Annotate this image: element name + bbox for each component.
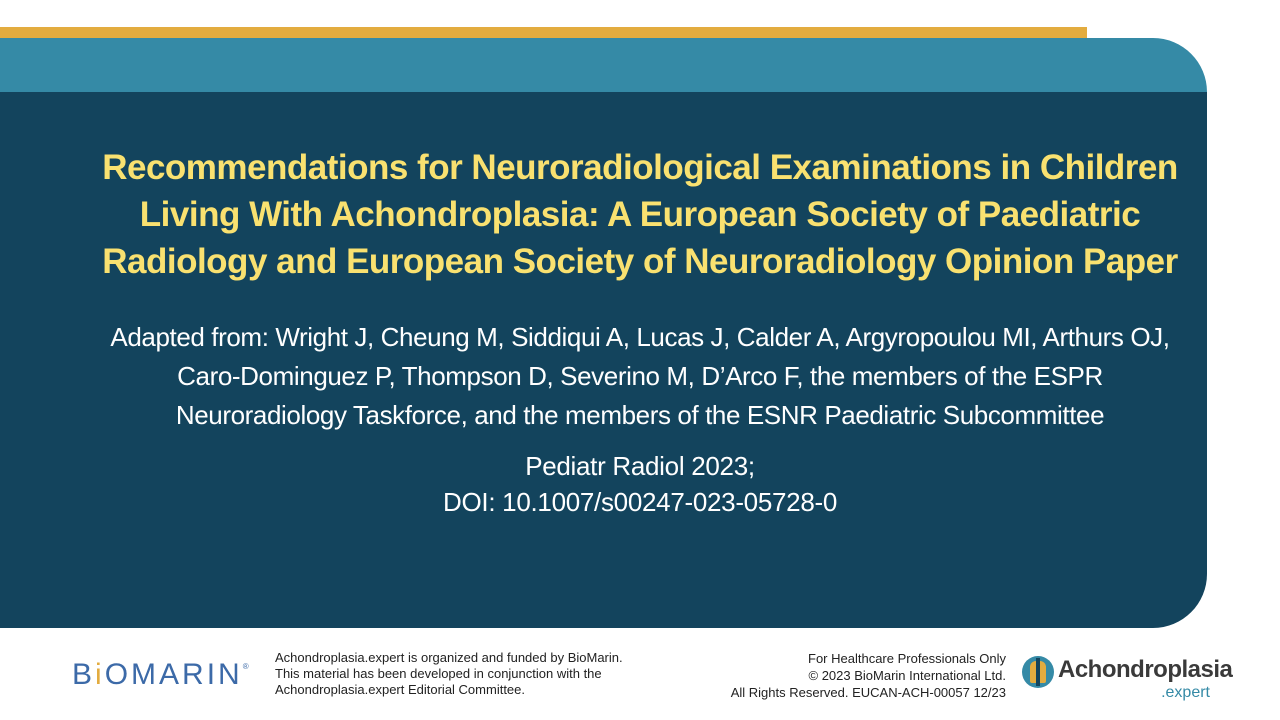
author-line: Adapted from: Wright J, Cheung M, Siddiqui A, Lucas J, Calder A, Argyropoulou MI, Arthurs OJ, bbox=[110, 322, 1170, 352]
logo-name: Achondroplasia bbox=[1058, 656, 1233, 683]
funding-line: Achondroplasia.expert Editorial Committee. bbox=[275, 682, 526, 697]
doi: DOI: 10.1007/s00247-023-05728-0 bbox=[443, 487, 837, 517]
biomarin-logo: BiOMARIN® bbox=[72, 658, 249, 691]
achondroplasia-expert-logo bbox=[1022, 656, 1233, 706]
journal-reference: Pediatr Radiol 2023; bbox=[525, 451, 755, 481]
achondroplasia-figure-icon bbox=[1022, 656, 1054, 688]
footer bbox=[0, 628, 1280, 720]
citation bbox=[60, 448, 1220, 520]
funding-disclosure bbox=[275, 650, 675, 698]
header-band bbox=[0, 38, 1207, 92]
title-line: Radiology and European Society of Neuroradiology Opinion Paper bbox=[102, 242, 1178, 281]
logo-suffix: .expert bbox=[1161, 684, 1210, 701]
reference-code-line: All Rights Reserved. EUCAN-ACH-00057 12/23 bbox=[730, 685, 1006, 700]
title-line: Living With Achondroplasia: A European Society of Paediatric bbox=[139, 195, 1141, 234]
author-list bbox=[60, 318, 1220, 435]
slide-title bbox=[60, 144, 1220, 285]
legal-notice bbox=[640, 650, 1006, 701]
author-line: Caro-Dominguez P, Thompson D, Severino M, D’Arco F, the members of the ESPR bbox=[177, 361, 1103, 391]
funding-line: Achondroplasia.expert is organized and funded by BioMarin. bbox=[275, 650, 623, 665]
top-accent-bar bbox=[0, 27, 1087, 38]
copyright-line: © 2023 BioMarin International Ltd. bbox=[808, 668, 1006, 683]
title-line: Recommendations for Neuroradiological Examinations in Children bbox=[102, 148, 1178, 187]
author-line: Neuroradiology Taskforce, and the members of the ESNR Paediatric Subcommittee bbox=[175, 400, 1105, 430]
hcp-line: For Healthcare Professionals Only bbox=[808, 651, 1006, 666]
funding-line: This material has been developed in conjunction with the bbox=[275, 666, 602, 681]
